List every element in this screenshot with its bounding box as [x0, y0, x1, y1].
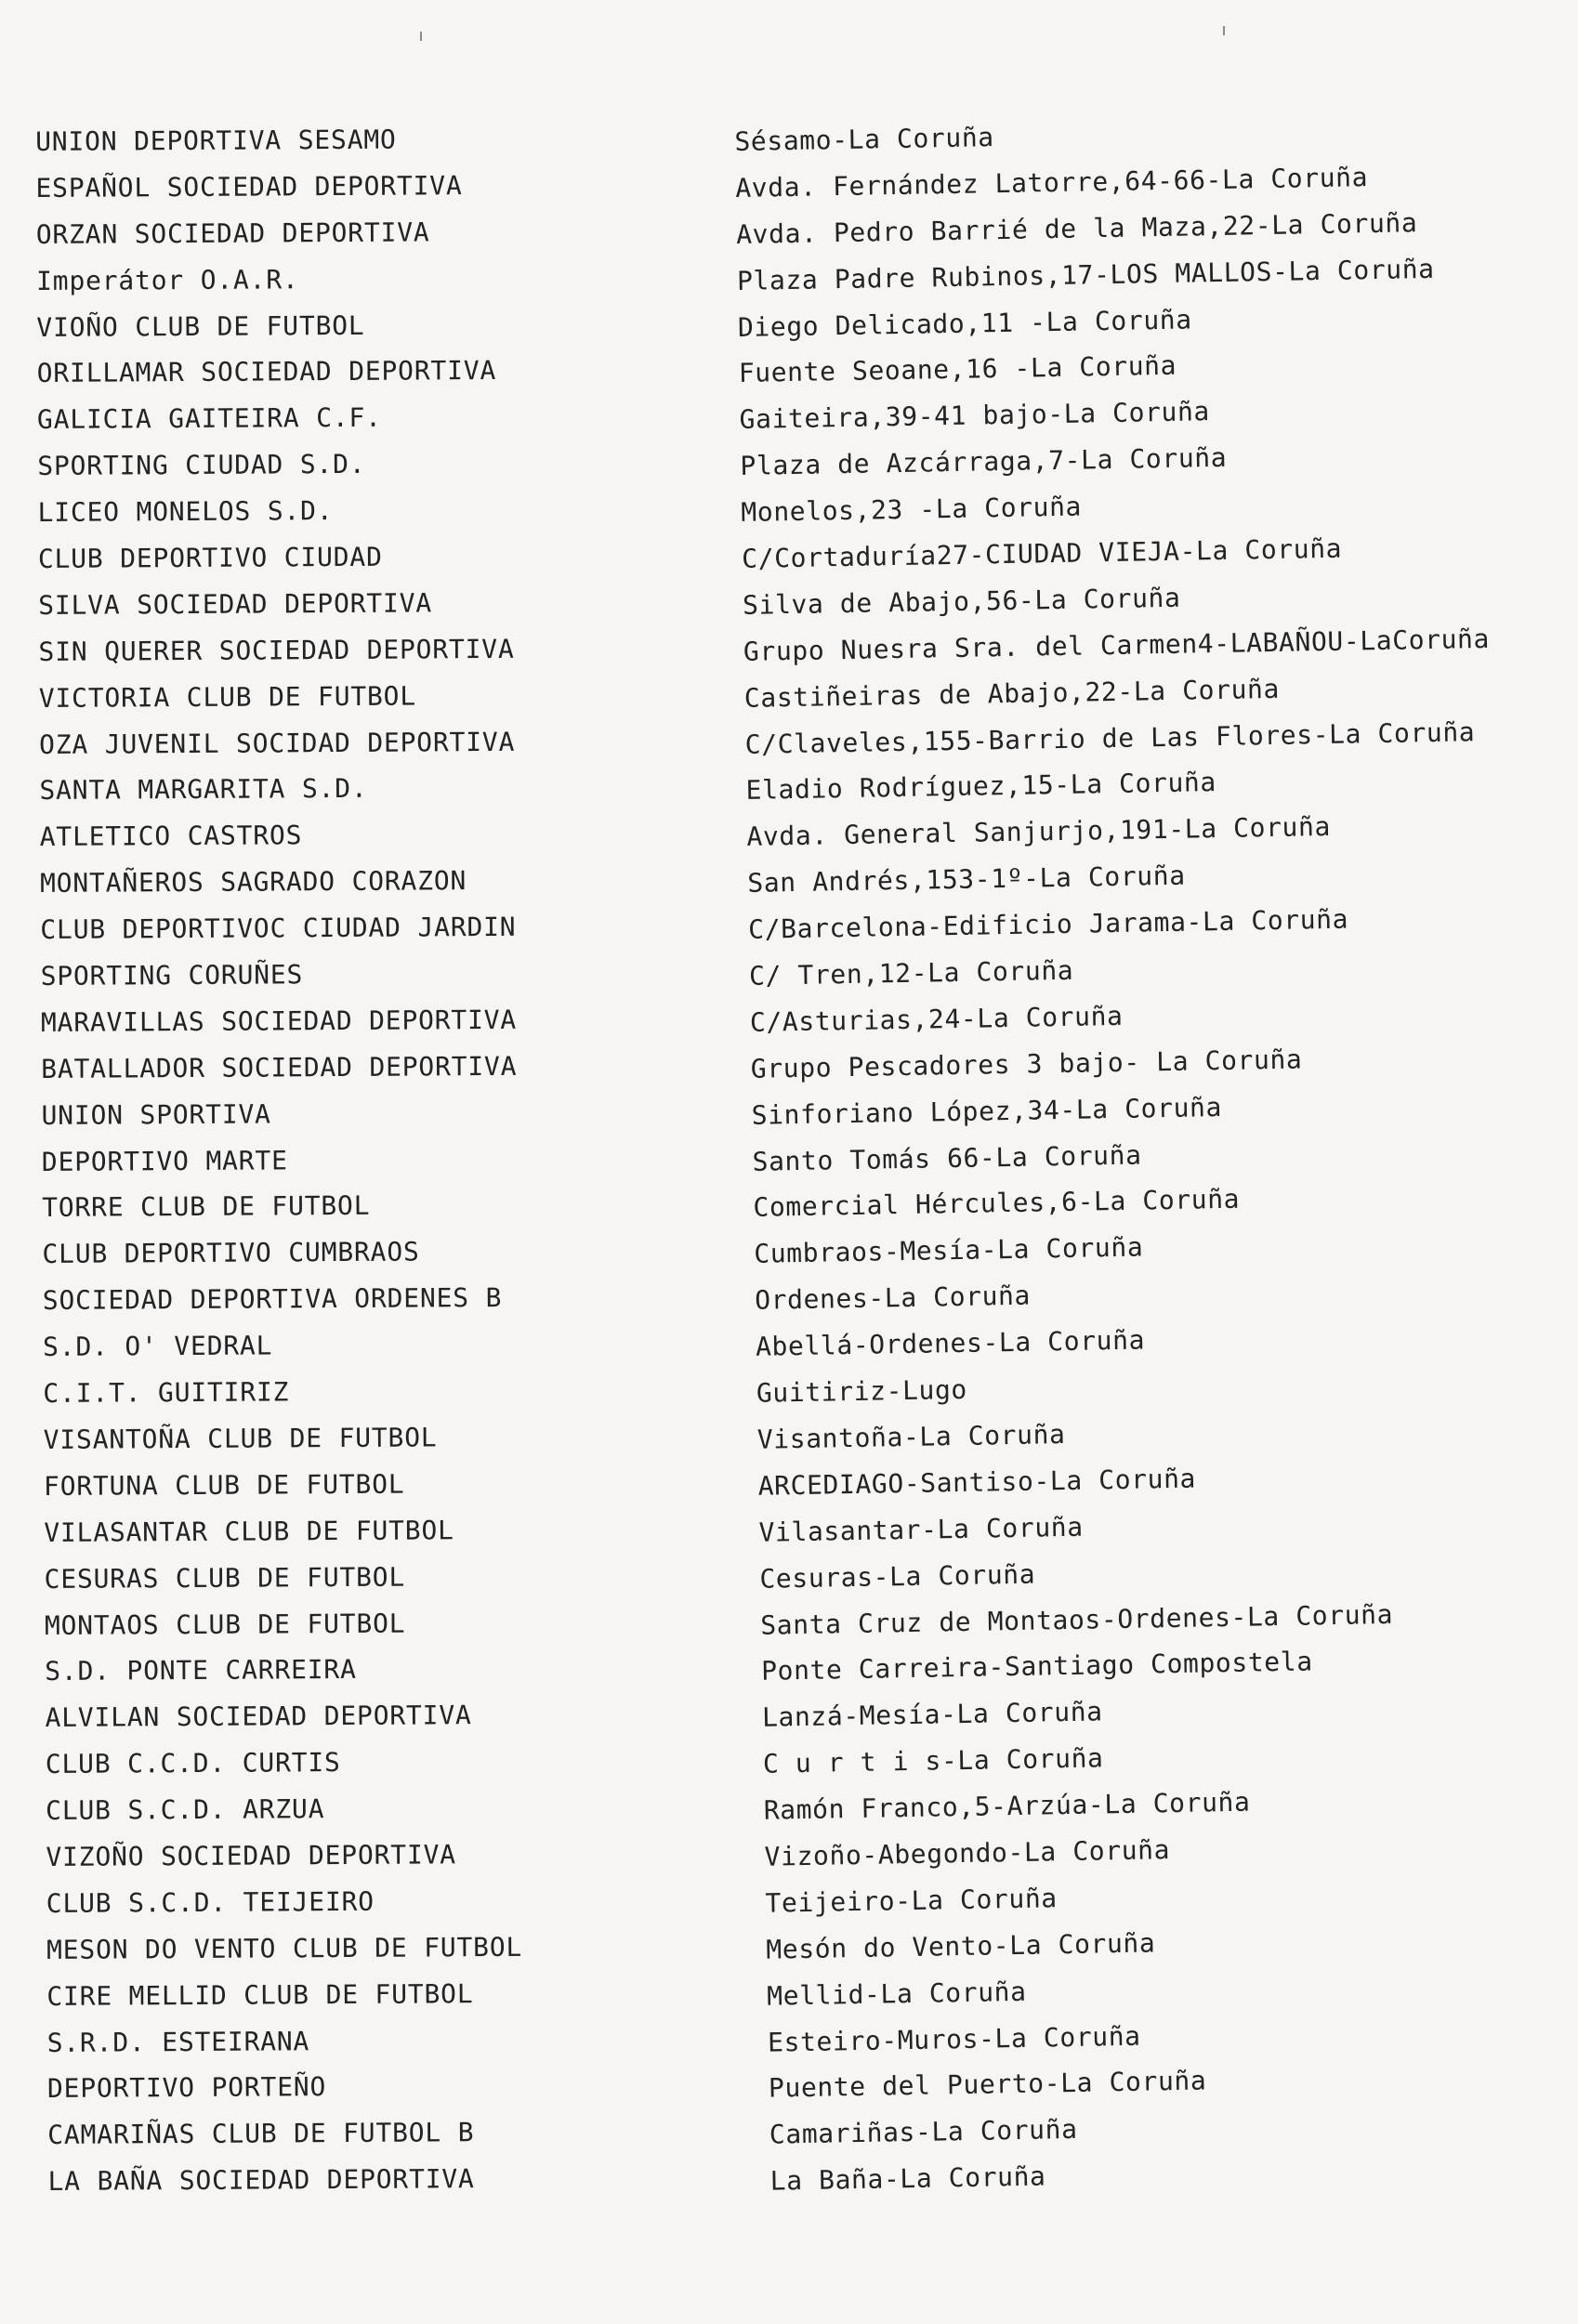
club-name-1: UNION DEPORTIVA SESAMO — [35, 124, 397, 157]
club-name-34: S.D. PONTE CARREIRA — [45, 1654, 357, 1687]
club-name-45: LA BAÑA SOCIEDAD DEPORTIVA — [47, 2163, 475, 2198]
club-name-7: GALICIA GAITEIRA C.F. — [36, 402, 382, 436]
club-address-29: Visantoña-La Coruña — [756, 1418, 1066, 1455]
club-address-14: C/Claveles,155-Barrio de Las Flores-La Coruña — [744, 716, 1476, 760]
club-address-25: Cumbraos-Mesía-La Coruña — [754, 1231, 1144, 1270]
club-name-25: CLUB DEPORTIVO CUMBRAOS — [42, 1236, 420, 1270]
club-name-27: S.D. O' VEDRAL — [42, 1330, 273, 1363]
club-name-24: TORRE CLUB DE FUTBOL — [42, 1190, 371, 1224]
club-name-13: VICTORIA CLUB DE FUTBOL — [38, 680, 417, 714]
club-name-40: MESON DO VENTO CLUB DE FUTBOL — [46, 1931, 523, 1965]
club-name-41: CIRE MELLID CLUB DE FUTBOL — [46, 1977, 474, 2012]
club-address-6: Fuente Seoane,16 -La Coruña — [738, 350, 1177, 389]
club-address-41: Mellid-La Coruña — [766, 1976, 1027, 2012]
punch-mark-top — [420, 32, 422, 41]
club-name-4: Imperátor O.A.R. — [35, 263, 299, 296]
club-name-33: MONTAOS CLUB DE FUTBOL — [44, 1608, 406, 1641]
club-address-28: Guitiriz-Lugo — [756, 1373, 968, 1409]
club-address-45: La Baña-La Coruña — [769, 2160, 1046, 2197]
club-name-9: LICEO MONELOS S.D. — [37, 495, 334, 529]
club-name-42: S.R.D. ESTEIRANA — [46, 2025, 310, 2058]
club-address-43: Puente del Puerto-La Coruña — [768, 2065, 1207, 2105]
punch-mark-top-right — [1223, 26, 1225, 35]
club-address-15: Eladio Rodríguez,15-La Coruña — [745, 767, 1217, 807]
club-name-38: VIZOÑO SOCIEDAD DEPORTIVA — [46, 1839, 456, 1872]
club-name-12: SIN QUERER SOCIEDAD DEPORTIVA — [38, 633, 515, 667]
club-address-1: Sésamo-La Coruña — [734, 122, 995, 157]
club-name-31: VILASANTAR CLUB DE FUTBOL — [44, 1514, 454, 1548]
club-address-26: Ordenes-La Coruña — [754, 1280, 1032, 1317]
club-name-14: OZA JUVENIL SOCIDAD DEPORTIVA — [39, 726, 516, 760]
club-name-11: SILVA SOCIEDAD DEPORTIVA — [38, 587, 433, 621]
club-address-20: C/Asturias,24-La Coruña — [749, 1000, 1124, 1038]
club-name-18: CLUB DEPORTIVOC CIUDAD JARDIN — [40, 911, 517, 946]
club-address-4: Plaza Padre Rubinos,17-LOS MALLOS-La Coruña — [736, 253, 1435, 296]
club-name-43: DEPORTIVO PORTEÑO — [46, 2071, 327, 2105]
club-name-22: UNION SPORTIVA — [41, 1098, 271, 1131]
club-name-36: CLUB C.C.D. CURTIS — [45, 1747, 341, 1780]
club-name-29: VISANTOÑA CLUB DE FUTBOL — [43, 1422, 438, 1455]
club-address-42: Esteiro-Muros-La Coruña — [767, 2020, 1141, 2058]
club-address-17: San Andrés,153-1º-La Coruña — [747, 860, 1186, 899]
club-address-39: Teijeiro-La Coruña — [765, 1883, 1058, 1919]
club-address-8: Plaza de Azcárraga,7-La Coruña — [740, 442, 1228, 482]
club-address-34: Ponte Carreira-Santiago Compostela — [760, 1646, 1313, 1687]
club-address-18: C/Barcelona-Edificio Jarama-La Coruña — [747, 903, 1349, 946]
club-name-2: ESPAÑOL SOCIEDAD DEPORTIVA — [35, 170, 463, 204]
club-name-15: SANTA MARGARITA S.D. — [39, 773, 368, 807]
club-address-3: Avda. Pedro Barrié de la Maza,22-La Coruña — [735, 206, 1418, 250]
club-address-21: Grupo Pescadores 3 bajo- La Coruña — [750, 1044, 1303, 1084]
club-address-27: Abellá-Ordenes-La Coruña — [755, 1324, 1146, 1362]
club-name-19: SPORTING CORUÑES — [40, 959, 304, 992]
club-address-7: Gaiteira,39-41 bajo-La Coruña — [739, 396, 1211, 436]
club-name-8: SPORTING CIUDAD S.D. — [37, 449, 366, 482]
club-address-12: Grupo Nuesra Sra. del Carmen4-LABAÑOU-LaCoruña — [743, 623, 1491, 667]
club-address-30: ARCEDIAGO-Santiso-La Coruña — [757, 1463, 1197, 1502]
club-name-16: ATLETICO CASTROS — [39, 820, 303, 853]
club-name-30: FORTUNA CLUB DE FUTBOL — [43, 1468, 405, 1502]
club-name-20: MARAVILLAS SOCIEDAD DEPORTIVA — [40, 1004, 518, 1038]
club-address-32: Cesuras-La Coruña — [759, 1558, 1036, 1595]
club-address-23: Santo Tomás 66-La Coruña — [752, 1139, 1142, 1177]
club-name-column — [35, 115, 652, 2205]
club-address-16: Avda. General Sanjurjo,191-La Coruña — [746, 811, 1332, 853]
club-address-40: Mesón do Vento-La Coruña — [766, 1927, 1156, 1965]
club-name-32: CESURAS CLUB DE FUTBOL — [44, 1561, 406, 1595]
club-name-44: CAMARIÑAS CLUB DE FUTBOL B — [47, 2117, 475, 2151]
club-address-44: Camariñas-La Coruña — [769, 2114, 1078, 2150]
club-address-38: Vizoño-Abegondo-La Coruña — [764, 1834, 1171, 1872]
club-address-column — [734, 105, 1578, 2205]
club-address-2: Avda. Fernández Latorre,64-66-La Coruña — [735, 161, 1369, 204]
club-name-37: CLUB S.C.D. ARZUA — [46, 1793, 325, 1827]
club-address-36: C u r t i s-La Coruña — [762, 1742, 1104, 1779]
club-address-9: Monelos,23 -La Coruña — [741, 491, 1083, 529]
club-name-3: ORZAN SOCIEDAD DEPORTIVA — [35, 217, 430, 250]
club-address-24: Comercial Hércules,6-La Coruña — [753, 1184, 1241, 1224]
club-address-19: C/ Tren,12-La Coruña — [748, 954, 1074, 991]
club-name-10: CLUB DEPORTIVO CIUDAD — [37, 541, 383, 575]
club-address-5: Diego Delicado,11 -La Coruña — [737, 303, 1192, 343]
club-name-23: DEPORTIVO MARTE — [41, 1144, 288, 1177]
club-name-5: VIOÑO CLUB DE FUTBOL — [36, 309, 365, 343]
club-address-10: C/Cortaduría27-CIUDAD VIEJA-La Coruña — [741, 532, 1343, 574]
club-name-28: C.I.T. GUITIRIZ — [43, 1376, 290, 1410]
club-name-26: SOCIEDAD DEPORTIVA ORDENES B — [42, 1282, 503, 1317]
club-address-37: Ramón Franco,5-Arzúa-La Coruña — [763, 1786, 1251, 1826]
club-name-39: CLUB S.C.D. TEIJEIRO — [46, 1885, 375, 1919]
club-address-11: Silva de Abajo,56-La Coruña — [742, 582, 1181, 621]
club-address-31: Vilasantar-La Coruña — [758, 1511, 1084, 1548]
club-name-17: MONTAÑEROS SAGRADO CORAZON — [39, 865, 467, 899]
club-address-35: Lanzá-Mesía-La Coruña — [761, 1696, 1103, 1734]
club-name-35: ALVILAN SOCIEDAD DEPORTIVA — [45, 1700, 472, 1734]
club-address-13: Castiñeiras de Abajo,22-La Coruña — [743, 673, 1281, 714]
club-address-22: Sinforiano López,34-La Coruña — [751, 1091, 1223, 1131]
club-name-6: ORILLAMAR SOCIEDAD DEPORTIVA — [36, 355, 497, 389]
club-address-33: Santa Cruz de Montaos-Ordenes-La Coruña — [760, 1598, 1394, 1641]
club-name-21: BATALLADOR SOCIEDAD DEPORTIVA — [41, 1050, 518, 1084]
